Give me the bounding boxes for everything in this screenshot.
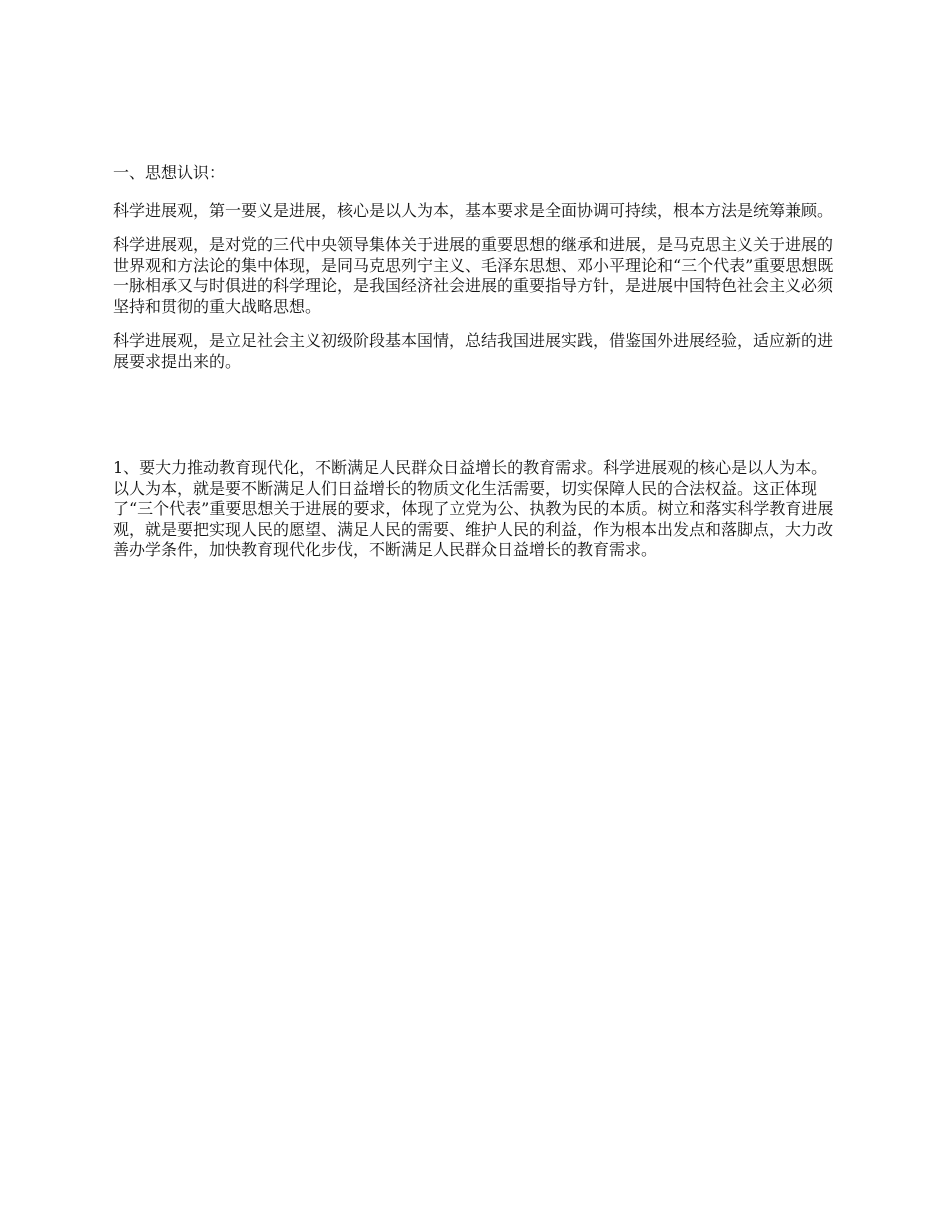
paragraph-definition: 科学进展观，第一要义是进展，核心是以人为本，基本要求是全面协调可持续，根本方法是统筹兼顾。	[113, 200, 834, 220]
blank-space	[113, 372, 843, 458]
section-heading: 一、思想认识：	[113, 163, 226, 182]
paragraph-education-modernization: 1、要大力推动教育现代化，不断满足人民群众日益增长的教育需求。科学进展观的核心是以人为本。以人为本，就是要不断满足人们日益增长的物质文化生活需要，切实保障人民的合法权益。这正体现了“三个代表”重要思想关于进展的要求，体现了立党为公、执教为民的本质。树立和落实科学教育进展观，就是要把实现人民的愿望、满足人民的需要、维护人民的利益，作为根本出发点和落脚点，大力改善办学条件，加快教育现代化步伐，不断满足人民群众日益增长的教育需求。	[113, 458, 834, 559]
paragraph-origin: 科学进展观，是立足社会主义初级阶段基本国情，总结我国进展实践，借鉴国外进展经验，适应新的进展要求提出来的。	[113, 331, 834, 371]
document-body	[113, 163, 843, 561]
paragraph-significance: 科学进展观，是对党的三代中央领导集体关于进展的重要思想的继承和进展，是马克思主义关于进展的世界观和方法论的集中体现，是同马克思列宁主义、毛泽东思想、邓小平理论和“三个代表”重要思想既一脉相承又与时俱进的科学理论，是我国经济社会进展的重要指导方针，是进展中国特色社会主义必须坚持和贯彻的重大战略思想。	[113, 235, 834, 316]
